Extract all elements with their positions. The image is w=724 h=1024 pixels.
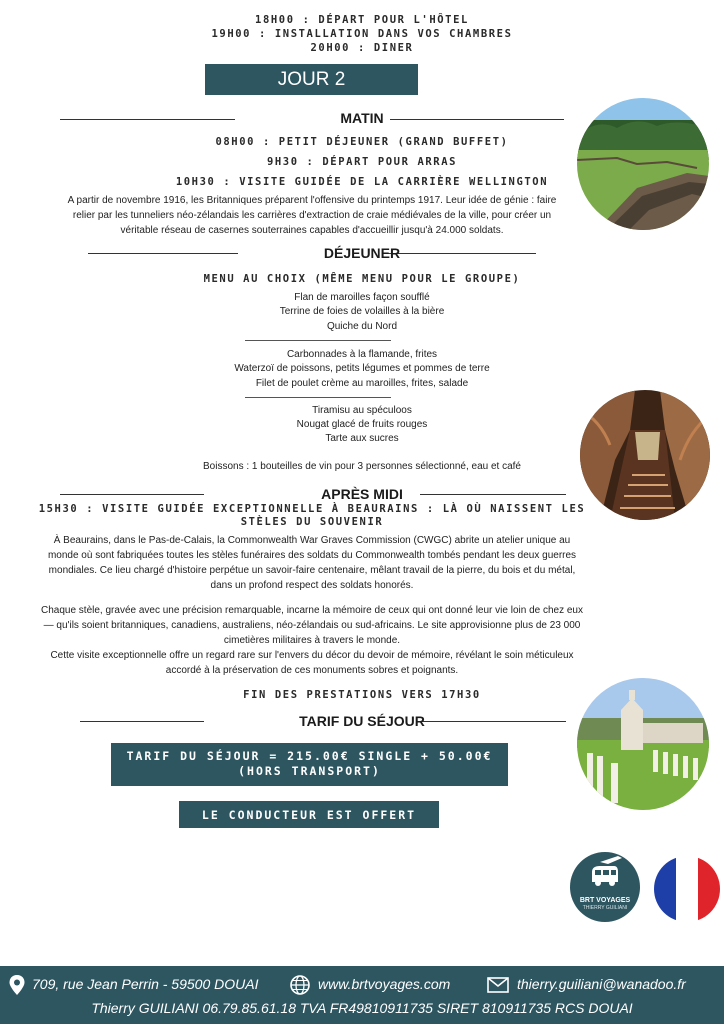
footer-address: 709, rue Jean Perrin - 59500 DOUAI (32, 976, 259, 992)
trench-photo (577, 98, 709, 230)
footer (0, 966, 724, 1024)
arrival-line-2: 19H00 : INSTALLATION DANS VOS CHAMBRES (211, 28, 513, 40)
schedule-item: 9H30 : DÉPART POUR ARRAS (266, 156, 458, 168)
day-title-banner: JOUR 2 (205, 64, 418, 95)
menu-dessert: Nougat glacé de fruits rouges (296, 419, 428, 430)
arrival-line-3: 20H00 : DINER (310, 42, 414, 54)
section-title-dejeuner: DÉJEUNER (323, 245, 401, 261)
menu-starter: Terrine de foies de volailles à la bière (279, 306, 445, 317)
wellington-description: A partir de novembre 1916, les Britanniques préparent l'offensive du printemps 1917. Leur idée de génie : faire relier par les tunneliers néo-zélandais les carrières d'extraction de craie médiévales de la ville, pour créer un véritable réseau de casernes souterraines capables d'accueillir jusqu'à 24.000 soldats. (67, 195, 557, 236)
menu-drinks: Boissons : 1 bouteilles de vin pour 3 personnes sélectionné, eau et café (203, 461, 521, 472)
menu-main: Waterzoï de poissons, petits légumes et pommes de terre (234, 363, 490, 374)
afternoon-paragraph-3: Cette visite exceptionnelle offre un regard rare sur l'envers du décor du devoir de mémoire, révélant le soin méticuleux accordé à la préservation de ces monuments sobres et poignants. (50, 650, 574, 676)
end-of-services: FIN DES PRESTATIONS VERS 17H30 (243, 689, 481, 701)
cemetery-photo (577, 678, 709, 810)
menu-dessert: Tiramisu au spéculoos (312, 405, 412, 416)
location-pin-icon (8, 974, 28, 996)
logo-name: BRT VOYAGES (579, 897, 631, 904)
arrival-line-1: 18H00 : DÉPART POUR L'HÔTEL (255, 14, 469, 26)
afternoon-paragraph-2: Chaque stèle, gravée avec une précision remarquable, incarne la mémoire de ceux qui ont donné leur vie loin de chez eux — qu'ils soient britanniques, canadiens, australiens, néo-zélandais ou sud-africains. Le site approvisionne plus de 23 000 cimetières militaires à travers le monde. (41, 605, 583, 646)
afternoon-visit-title: 15H30 : VISITE GUIDÉE EXCEPTIONNELLE À BEAURAINS : LÀ OÙ NAISSENT LES STÈLES DU SOUVENIR (38, 503, 586, 528)
menu-main: Filet de poulet crème au maroilles, frites, salade (255, 378, 469, 389)
section-title-tarif: TARIF DU SÉJOUR (299, 713, 425, 729)
price-box (111, 743, 508, 786)
logo-sub: THIERRY GUILIANI (582, 905, 628, 911)
menu-starter: Flan de maroilles façon soufflé (294, 292, 430, 303)
menu-divider (245, 340, 391, 341)
section-title-matin: MATIN (340, 110, 384, 126)
menu-starter: Quiche du Nord (326, 321, 398, 332)
menu-divider (245, 397, 391, 398)
section-title-apres-midi: APRÈS MIDI (321, 486, 403, 502)
footer-email[interactable]: thierry.guiliani@wanadoo.fr (517, 976, 686, 992)
envelope-icon (487, 977, 511, 995)
afternoon-paragraph-1: À Beaurains, dans le Pas-de-Calais, la Commonwealth War Graves Commission (CWGC) abrite un atelier unique au monde où sont fabriquées toutes les stèles funéraires des soldats du Commonwealth tombés pendant les deux guerres mondiales. Ce lieu chargé d'histoire perpétue un savoir-faire centenaire, mêlant travail de la pierre, du bois et du métal, dans un profond respect des soldats honorés. (47, 535, 577, 591)
driver-offered-box (179, 801, 439, 828)
menu-main: Carbonnades à la flamande, frites (286, 349, 438, 360)
schedule-item: 10H30 : VISITE GUIDÉE DE LA CARRIÈRE WELLINGTON (175, 176, 549, 188)
driver-offered-text: LE CONDUCTEUR EST OFFERT (201, 808, 417, 822)
plane-bus-icon (570, 852, 640, 892)
footer-legal: Thierry GUILIANI 06.79.85.61.18 TVA FR49810911735 SIRET 810911735 RCS DOUAI (91, 1000, 633, 1016)
france-flag-icon (654, 856, 720, 922)
menu-dessert: Tarte aux sucres (325, 433, 399, 444)
globe-icon (290, 975, 312, 997)
brt-voyages-logo (570, 852, 640, 922)
schedule-item: 08H00 : PETIT DÉJEUNER (GRAND BUFFET) (215, 136, 509, 148)
menu-title: MENU AU CHOIX (MÊME MENU POUR LE GROUPE) (203, 273, 521, 285)
price-line-1: TARIF DU SÉJOUR = 215.00€ SINGLE + 50.00€ (126, 749, 493, 763)
footer-website[interactable]: www.brtvoyages.com (318, 976, 451, 992)
price-line-2: (HORS TRANSPORT) (238, 764, 381, 778)
